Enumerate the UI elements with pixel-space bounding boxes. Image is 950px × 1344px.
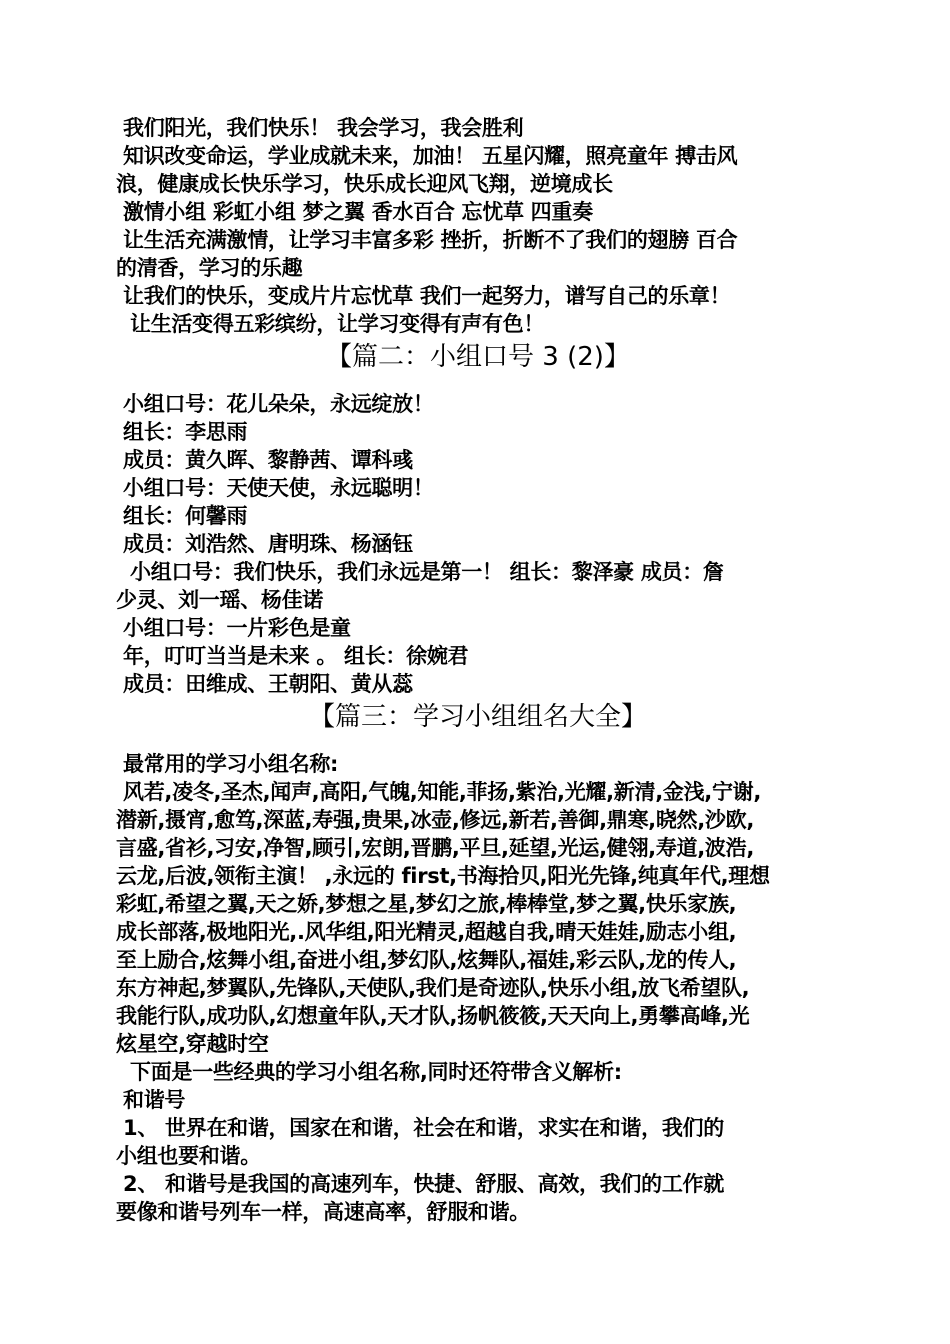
text-line: 成员：田维成、王朝阳、黄从蕊 bbox=[116, 672, 413, 696]
section3-block bbox=[116, 750, 840, 1226]
text-line: 我们阳光，我们快乐！ 我会学习，我会胜利 bbox=[116, 116, 524, 140]
text-line: 知识改变命运，学业成就未来，加油！ 五星闪耀，照亮童年 搏击风 bbox=[116, 144, 738, 168]
text-line: 最常用的学习小组名称: bbox=[116, 752, 339, 776]
text-line: 2、 和谐号是我国的高速列车，快捷、舒服、高效，我们的工作就 bbox=[116, 1172, 724, 1196]
text-line: 下面是一些经典的学习小组名称,同时还符带含义解析: bbox=[116, 1060, 622, 1084]
text-line: 年，叮叮当当是未来 。 组长：徐婉君 bbox=[116, 644, 469, 668]
text-line: 东方神起,梦翼队,先锋队,天使队,我们是奇迹队,快乐小组,放飞希望队, bbox=[116, 976, 750, 1000]
text-line: 成员：刘浩然、唐明珠、杨涵钰 bbox=[116, 532, 413, 556]
text-line: 1、 世界在和谐，国家在和谐，社会在和谐，求实在和谐，我们的 bbox=[116, 1116, 724, 1140]
section-heading: 【篇二：小组口号 3 (2)】 bbox=[326, 342, 630, 372]
text-line: 彩虹,希望之翼,天之娇,梦想之星,梦幻之旅,棒棒堂,梦之翼,快乐家族, bbox=[116, 892, 737, 916]
text-line: 组长：李思雨 bbox=[116, 420, 248, 444]
text-line: 激情小组 彩虹小组 梦之翼 香水百合 忘忧草 四重奏 bbox=[116, 200, 593, 224]
text-line: 少灵、刘一瑶、杨佳诺 bbox=[116, 588, 323, 612]
spacer bbox=[116, 376, 840, 390]
text-line: 风若,凌冬,圣杰,闻声,高阳,气魄,知能,菲扬,紫治,光耀,新清,金浅,宁谢, bbox=[116, 780, 762, 804]
text-line: 要像和谐号列车一样，高速高率，舒服和谐。 bbox=[116, 1200, 530, 1224]
text-line: 炫星空,穿越时空 bbox=[116, 1032, 269, 1056]
text-line: 让生活充满激情，让学习丰富多彩 挫折，折断不了我们的翅膀 百合 bbox=[116, 228, 738, 252]
text-line: 小组口号：一片彩色是童 bbox=[116, 616, 351, 640]
text-line: 成长部落,极地阳光,.风华组,阳光精灵,超越自我,晴天娃娃,励志小组, bbox=[116, 920, 737, 944]
intro-block bbox=[116, 114, 840, 338]
text-line: 我能行队,成功队,幻想童年队,天才队,扬帆筱筱,天天向上,勇攀高峰,光 bbox=[116, 1004, 750, 1028]
section2-block bbox=[116, 390, 840, 698]
text-line: 小组口号：花儿朵朵，永远绽放！ bbox=[116, 392, 434, 416]
text-line: 的清香，学习的乐趣 bbox=[116, 256, 303, 280]
text-line: 成员：黄久晖、黎静茜、谭科彧 bbox=[116, 448, 413, 472]
document-page bbox=[116, 114, 840, 1226]
text-line: 小组也要和谐。 bbox=[116, 1144, 261, 1168]
text-line: 和谐号 bbox=[116, 1088, 186, 1112]
text-line: 言盛,省衫,习安,净智,顾引,宏朗,晋鹏,平旦,延望,光运,健翎,寿道,波浩, bbox=[116, 836, 755, 860]
text-line: 小组口号：天使天使，永远聪明！ bbox=[116, 476, 434, 500]
text-line: 小组口号：我们快乐，我们永远是第一！ 组长：黎泽豪 成员：詹 bbox=[116, 560, 724, 584]
text-line: 潜新,摄宵,愈笃,深蓝,寿强,贵果,冰壶,修远,新若,善御,鼎寒,晓然,沙欧, bbox=[116, 808, 755, 832]
text-line: 组长：何馨雨 bbox=[116, 504, 248, 528]
text-line: 至上励合,炫舞小组,奋进小组,梦幻队,炫舞队,福娃,彩云队,龙的传人, bbox=[116, 948, 737, 972]
text-line: 让我们的快乐，变成片片忘忧草 我们一起努力，谱写自己的乐章！ bbox=[116, 284, 731, 308]
section-heading: 【篇三：学习小组组名大全】 bbox=[308, 702, 647, 732]
text-line: 云龙,后波,领衔主演！ ,永远的 first,书海拾贝,阳光先锋,纯真年代,理想 bbox=[116, 864, 770, 888]
spacer bbox=[116, 736, 840, 750]
text-line: 让生活变得五彩缤纷，让学习变得有声有色！ bbox=[116, 312, 545, 336]
text-line: 浪，健康成长快乐学习，快乐成长迎风飞翔，逆境成长 bbox=[116, 172, 613, 196]
